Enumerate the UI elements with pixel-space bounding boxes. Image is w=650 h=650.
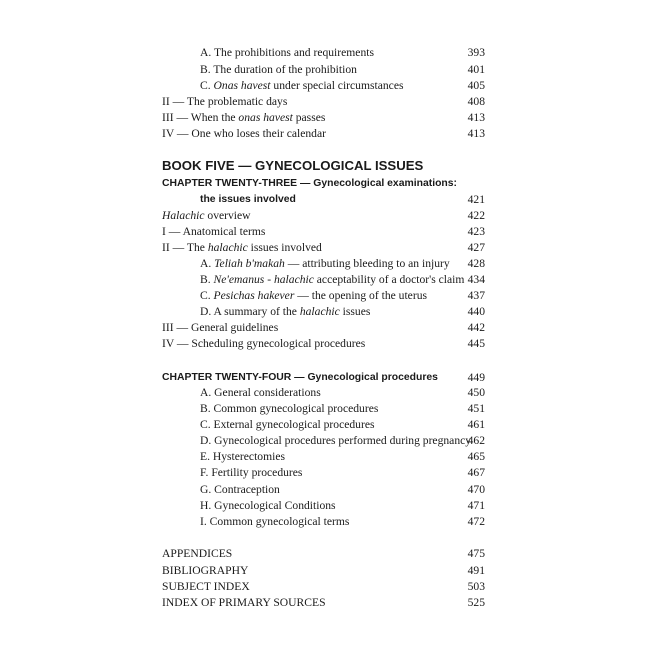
toc-entry	[0, 449, 650, 465]
toc-entry	[0, 385, 650, 401]
page-number: 462	[467, 434, 485, 447]
page-number: 405	[467, 79, 485, 92]
entry-title: C. Onas havest under special circumstances	[200, 79, 404, 92]
toc-entry	[0, 208, 650, 224]
toc-entry	[0, 417, 650, 433]
entry-title: D. Gynecological procedures performed during pregnancy	[200, 434, 472, 447]
chapter-heading	[0, 176, 650, 192]
page-number: 449	[467, 371, 485, 384]
page-number: 437	[467, 289, 485, 302]
page-number: 470	[467, 483, 485, 496]
entry-title: SUBJECT INDEX	[162, 580, 250, 593]
toc-entry	[0, 465, 650, 481]
book-title: BOOK FIVE — GYNECOLOGICAL ISSUES	[162, 158, 424, 173]
entry-title: H. Gynecological Conditions	[200, 499, 336, 512]
chapter-title: CHAPTER TWENTY-THREE — Gynecological examinations:	[162, 178, 458, 189]
page-number: 442	[467, 321, 485, 334]
entry-title: BIBLIOGRAPHY	[162, 564, 249, 577]
entry-title: B. Common gynecological procedures	[200, 402, 379, 415]
toc-entry	[0, 546, 650, 562]
toc-entry	[0, 336, 650, 352]
toc-entry	[0, 579, 650, 595]
page-number: 423	[467, 225, 485, 238]
toc-entry	[0, 94, 650, 110]
page-number: 427	[467, 241, 485, 254]
toc-entry	[0, 498, 650, 514]
toc-entry	[0, 62, 650, 78]
entry-title: G. Contraception	[200, 483, 280, 496]
entry-title: II — The halachic issues involved	[162, 241, 322, 254]
page-number: 465	[467, 450, 485, 463]
toc-entry	[0, 110, 650, 126]
toc-entry	[0, 320, 650, 336]
entry-title: A. The prohibitions and requirements	[200, 46, 374, 59]
entry-title: III — General guidelines	[162, 321, 279, 334]
page-number: 401	[467, 63, 485, 76]
entry-title: IV — One who loses their calendar	[162, 127, 326, 140]
page-number: 475	[467, 547, 485, 560]
page-number: 472	[467, 515, 485, 528]
entry-title: C. Pesichas hakever — the opening of the uterus	[200, 289, 427, 302]
page-number: 408	[467, 95, 485, 108]
book-heading	[0, 158, 650, 174]
entry-title: E. Hysterectomies	[200, 450, 285, 463]
page-number: 467	[467, 466, 485, 479]
toc-entry	[0, 126, 650, 142]
page-number: 421	[467, 193, 485, 206]
page-number: 461	[467, 418, 485, 431]
chapter-heading	[0, 192, 650, 208]
page-number: 440	[467, 305, 485, 318]
entry-title: D. A summary of the halachic issues	[200, 305, 371, 318]
toc-entry	[0, 224, 650, 240]
page-number: 491	[467, 564, 485, 577]
entry-title: II — The problematic days	[162, 95, 288, 108]
toc-entry	[0, 288, 650, 304]
page-number: 413	[467, 127, 485, 140]
toc-entry	[0, 401, 650, 417]
chapter-title-continued: the issues involved	[200, 194, 296, 205]
entry-title: IV — Scheduling gynecological procedures	[162, 337, 366, 350]
entry-title: Halachic overview	[162, 209, 251, 222]
entry-title: APPENDICES	[162, 547, 233, 560]
toc-entry	[0, 272, 650, 288]
page-number: 434	[467, 273, 485, 286]
page-number: 503	[467, 580, 485, 593]
entry-title: F. Fertility procedures	[200, 466, 303, 479]
entry-title: B. Ne'emanus - halachic acceptability of a doctor's claim	[200, 273, 465, 286]
toc-entry	[0, 433, 650, 449]
entry-title: C. External gynecological procedures	[200, 418, 375, 431]
chapter-heading	[0, 370, 650, 386]
page-number: 451	[467, 402, 485, 415]
toc-entry	[0, 45, 650, 61]
page-number: 422	[467, 209, 485, 222]
toc-entry	[0, 304, 650, 320]
entry-title: B. The duration of the prohibition	[200, 63, 357, 76]
entry-title: A. Teliah b'makah — attributing bleeding to an injury	[200, 257, 450, 270]
chapter-title: CHAPTER TWENTY-FOUR — Gynecological procedures	[162, 372, 438, 383]
toc-entry	[0, 256, 650, 272]
page-number: 393	[467, 46, 485, 59]
page-number: 445	[467, 337, 485, 350]
toc-entry	[0, 482, 650, 498]
page-number: 525	[467, 596, 485, 609]
entry-title: A. General considerations	[200, 386, 321, 399]
entry-title: I — Anatomical terms	[162, 225, 266, 238]
page-number: 471	[467, 499, 485, 512]
toc-entry	[0, 514, 650, 530]
toc-entry	[0, 240, 650, 256]
page-number: 450	[467, 386, 485, 399]
page-number: 413	[467, 111, 485, 124]
page-number: 428	[467, 257, 485, 270]
toc-entry	[0, 78, 650, 94]
entry-title: INDEX OF PRIMARY SOURCES	[162, 596, 326, 609]
toc-entry	[0, 563, 650, 579]
toc-entry	[0, 595, 650, 611]
entry-title: III — When the onas havest passes	[162, 111, 326, 124]
entry-title: I. Common gynecological terms	[200, 515, 350, 528]
